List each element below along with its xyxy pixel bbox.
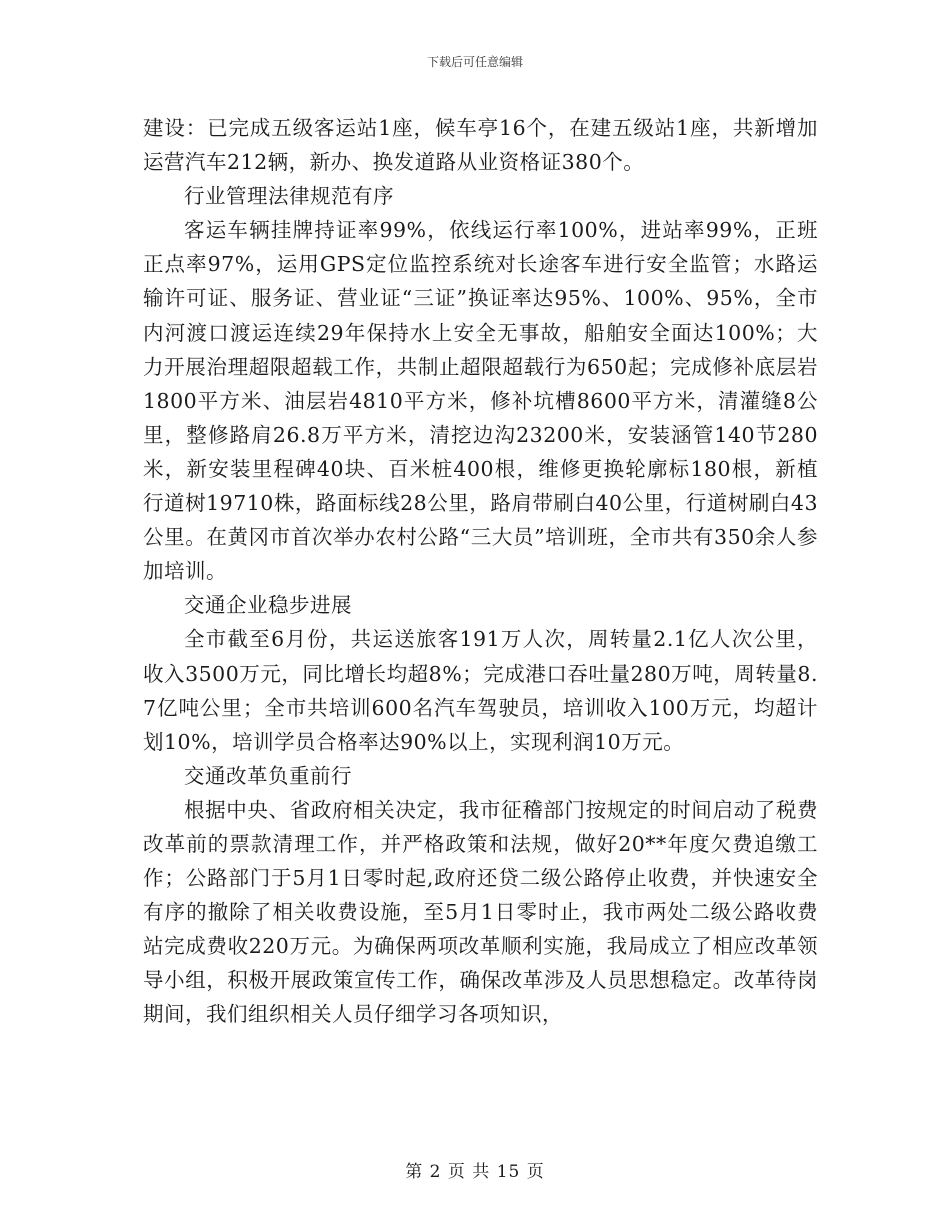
page-header: 下载后可任意编辑	[426, 55, 523, 69]
section-heading-industry-management: 行业管理法律规范有序	[184, 184, 394, 209]
paragraph-transport-reform: 根据中央、省政府相关决定，我市征稽部门按规定的时间启动了税费改革前的票款清理工作，并严格政策和法规，做好20**年度欠费追缴工作；公路部门于5月1日零时起,政府还贷二级公路停止收费，并快速安全有序的撤除了相关收费设施，至5月1日零时止，我市两处二级公路收费站完成费收220万元。为确保两项改革顺利实施，我局成立了相应改革领导小组，积极开展政策宣传工作，确保改革涉及人员思想稳定。改革待岗期间，我们组织相关人员仔细学习各项知识，	[143, 797, 818, 1027]
section-heading-transport-enterprises: 交通企业稳步进展	[184, 593, 352, 618]
page-number-footer: 第 2 页 共 15 页	[405, 1162, 545, 1182]
paragraph-industry-management: 客运车辆挂牌持证率99%，依线运行率100%，进站率99%，正班正点率97%，运用GPS定位监控系统对长途客车进行安全监管；水路运输许可证、服务证、营业证“三证”换证率达95%、100%、95%，全市内河渡口渡运连续29年保持水上安全无事故，船舶安全面达100%；大力开展治理超限超载工作，共制止超限超载行为650起；完成修补底层岩1800平方米、油层岩4810平方米，修补坑槽8600平方米，清灌缝8公里，整修路肩26.8万平方米，清挖边沟23200米，安装涵管140节280米，新安装里程碑40块、百米桩400根，维修更换轮廓标180根，新植行道树19710株，路面标线28公里，路肩带刷白40公里，行道树刷白43公里。在黄冈市首次举办农村公路“三大员”培训班，全市共有350余人参加培训。	[143, 218, 818, 584]
paragraph-transport-enterprises: 全市截至6月份，共运送旅客191万人次，周转量2.1亿人次公里，收入3500万元，同比增长均超8%；完成港口吞吐量280万吨，周转量8.7亿吨公里；全市共培训600名汽车驾驶员，培训收入100万元，均超计划10%，培训学员合格率达90%以上，实现利润10万元。	[143, 627, 818, 754]
paragraph-construction: 建设：已完成五级客运站1座，候车亭16个，在建五级站1座，共新增加运营汽车212辆，新办、换发道路从业资格证380个。	[143, 116, 818, 175]
section-heading-transport-reform: 交通改革负重前行	[184, 763, 352, 788]
document-body	[143, 111, 818, 1032]
